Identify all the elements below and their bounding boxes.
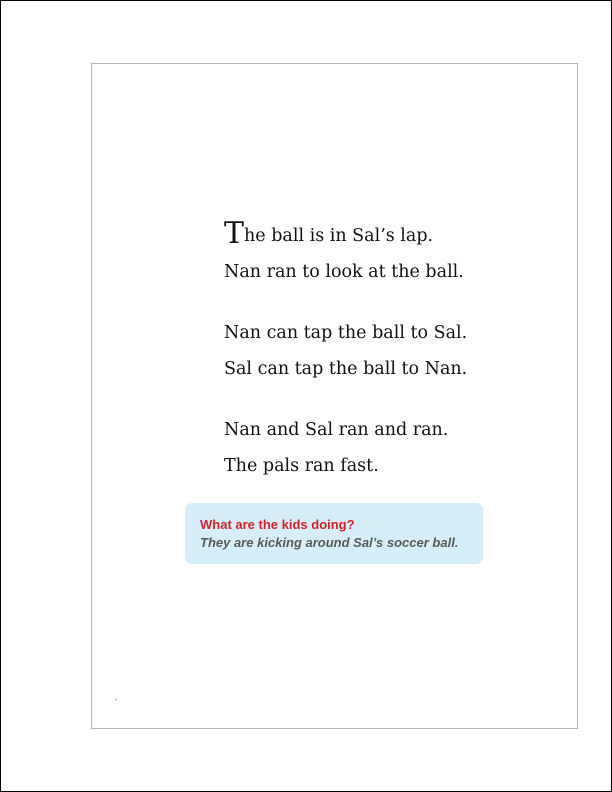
stanza-gap bbox=[224, 290, 554, 315]
story-line: Nan and Sal ran and ran. bbox=[224, 420, 449, 440]
drop-cap: T bbox=[224, 216, 245, 251]
question-callout bbox=[185, 503, 483, 564]
stanza-gap bbox=[224, 387, 554, 412]
story-line bbox=[224, 218, 554, 254]
story-line-text: he ball is in Sal’s lap. bbox=[244, 226, 434, 246]
story-line: Nan can tap the ball to Sal. bbox=[224, 323, 468, 343]
story-line: Nan ran to look at the ball. bbox=[224, 262, 464, 282]
stray-mark: ` bbox=[114, 699, 119, 709]
callout-answer: They are kicking around Sal’s soccer ball. bbox=[200, 535, 459, 550]
story-line: The pals ran fast. bbox=[224, 456, 379, 476]
story-line: Sal can tap the ball to Nan. bbox=[224, 359, 468, 379]
story-text bbox=[224, 218, 554, 484]
callout-question: What are the kids doing? bbox=[200, 517, 355, 532]
